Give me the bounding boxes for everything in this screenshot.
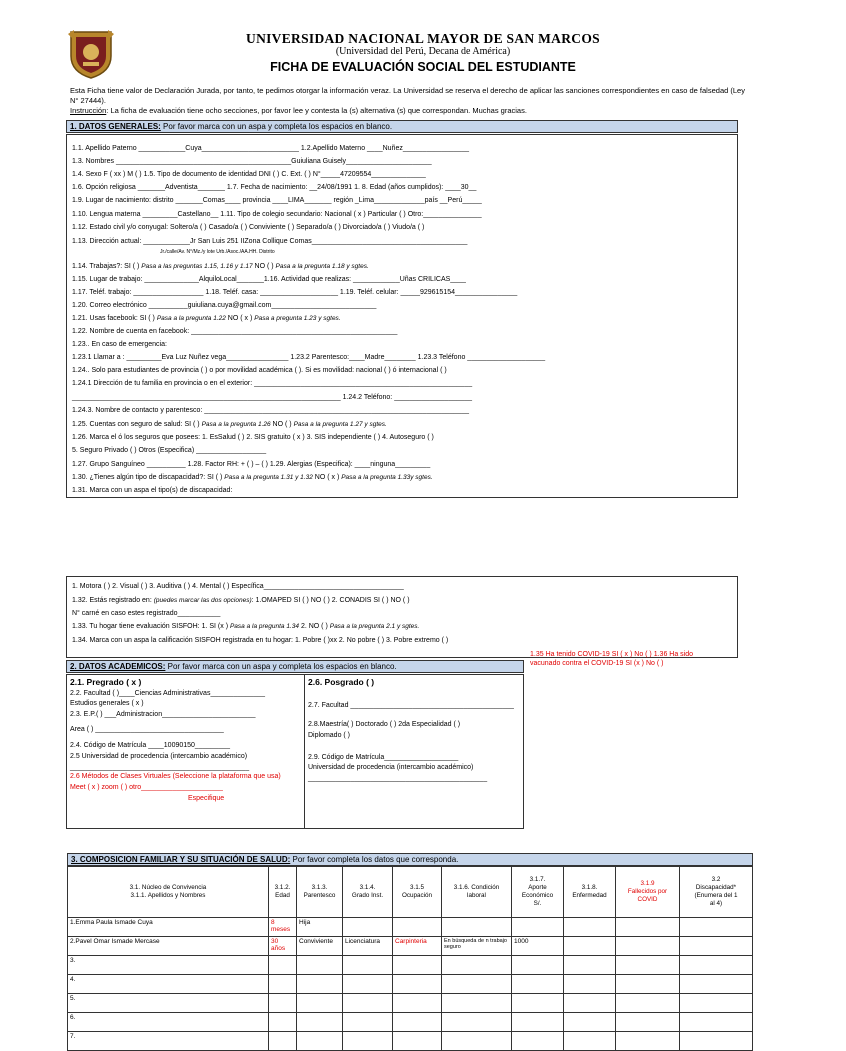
field-line[interactable]: 2.4. Código de Matrícula ____10090150_________ bbox=[70, 742, 230, 749]
field-line: 2.5 Universidad de procedencia (intercambio académico) bbox=[70, 753, 248, 760]
field-line[interactable]: ______________________________________________ bbox=[308, 775, 488, 782]
table-cell[interactable] bbox=[442, 1013, 512, 1032]
section-3-title: 3. COMPOSICION FAMILIAR Y SU SITUACIÓN DE SALUD: bbox=[71, 855, 291, 864]
column-header: 3.1.8. Enfermedad bbox=[564, 867, 616, 918]
table-cell[interactable] bbox=[442, 956, 512, 975]
table-row bbox=[68, 937, 753, 956]
skip-instruction: Pasa a la pregunta 1.31 y 1.32 bbox=[224, 474, 313, 481]
field-line[interactable]: 1.22. Nombre de cuenta en facebook: _____________________________________________________ bbox=[72, 328, 398, 335]
column-header: 3.2 Discapacidad* (Enumera del 1 al 4) bbox=[680, 867, 753, 918]
question-1-33[interactable] bbox=[72, 623, 419, 630]
table-cell[interactable] bbox=[616, 956, 680, 975]
table-cell[interactable] bbox=[297, 1032, 343, 1051]
table-cell[interactable] bbox=[442, 918, 512, 937]
field-line[interactable]: ______________________________________________ bbox=[70, 764, 250, 771]
field-line[interactable]: 1.6. Opción religiosa _______Adventista_______ 1.7. Fecha de nacimiento: __24/08/1991 1. 8. Edad (años cumplidos): ____30__ bbox=[72, 184, 477, 191]
virtual-class-question: 2.6 Métodos de Clases Virtuales (Seleccione la plataforma que usa) bbox=[70, 773, 281, 780]
section-1-hint: Por favor marca con un aspa y completa los espacios en blanco. bbox=[160, 122, 393, 131]
question-text: 1.33. Tu hogar tiene evaluación SISFOH: 1. SI (x ) bbox=[72, 623, 230, 630]
table-cell[interactable] bbox=[343, 994, 393, 1013]
table-cell[interactable]: 5. bbox=[68, 994, 269, 1013]
table-cell[interactable] bbox=[393, 1032, 442, 1051]
question-text: NO ( x ) bbox=[312, 474, 342, 481]
field-line[interactable]: 1.12. Estado civil y/o conyugal: Soltero/a ( ) Casado/a ( ) Conviviente ( ) Separado/a ( ) Divorciado/a ( ) Viudo/a ( ) bbox=[72, 224, 425, 231]
table-cell[interactable] bbox=[343, 918, 393, 937]
table-cell[interactable] bbox=[269, 994, 297, 1013]
posgrado-option[interactable]: 2.6. Posgrado ( ) bbox=[308, 677, 375, 687]
question-text: 1.25. Cuentas con seguro de salud: SI ( ) bbox=[72, 421, 202, 428]
field-line[interactable]: 1.23.1 Llamar a : _________Eva Luz Nuñez vega________________ 1.23.2 Parentesco:____Madre________ 1.23.3 Teléfono ____________________ bbox=[72, 354, 546, 361]
column-header: 3.1.7. Aporte Económico S/. bbox=[512, 867, 564, 918]
table-cell[interactable]: 7. bbox=[68, 1032, 269, 1051]
table-cell[interactable] bbox=[564, 1032, 616, 1051]
question-text: 1.14. Trabajas?: SI ( ) bbox=[72, 263, 142, 270]
table-cell[interactable] bbox=[616, 1032, 680, 1051]
table-cell[interactable]: 30 años bbox=[269, 937, 297, 956]
field-line[interactable]: 1.4. Sexo F ( xx ) M ( ) 1.5. Tipo de documento de identidad DNI ( ) C. Ext. ( ) N°_____47209554______________ bbox=[72, 171, 426, 178]
table-cell[interactable] bbox=[343, 956, 393, 975]
table-cell[interactable] bbox=[393, 1013, 442, 1032]
table-cell[interactable] bbox=[680, 937, 753, 956]
table-cell[interactable]: 4. bbox=[68, 975, 269, 994]
field-line[interactable]: N° carné en caso estes registrado___________ bbox=[72, 610, 221, 617]
section-3-hint: Por favor completa los datos que corresponda. bbox=[290, 855, 459, 864]
table-cell[interactable]: En búsqueda de n trabajo seguro bbox=[442, 937, 512, 956]
table-cell[interactable]: 3. bbox=[68, 956, 269, 975]
table-cell[interactable] bbox=[297, 956, 343, 975]
university-subtitle: (Universidad del Perú, Decana de América) bbox=[335, 46, 511, 57]
question-1-32[interactable] bbox=[72, 597, 410, 604]
table-cell[interactable] bbox=[680, 956, 753, 975]
field-line[interactable]: Area ( ) _________________________________ bbox=[70, 726, 224, 733]
table-row bbox=[68, 918, 753, 937]
table-cell[interactable] bbox=[616, 1013, 680, 1032]
table-cell[interactable] bbox=[393, 994, 442, 1013]
table-cell[interactable] bbox=[297, 994, 343, 1013]
section-2-title: 2. DATOS ACADEMICOS: bbox=[70, 662, 166, 671]
field-line[interactable]: 2.7. Facultad __________________________________________ bbox=[308, 702, 514, 709]
table-cell[interactable] bbox=[512, 1013, 564, 1032]
table-cell[interactable] bbox=[512, 994, 564, 1013]
question-text: NO ( ) bbox=[252, 263, 276, 270]
section-2-hint: Por favor marca con un aspa y completa los espacios en blanco. bbox=[165, 662, 397, 671]
field-line[interactable]: 2.3. E.P.( ) ___Administracion________________________ bbox=[70, 711, 256, 718]
field-line[interactable]: 2.9. Código de Matrícula___________________ bbox=[308, 754, 459, 761]
field-line[interactable]: 1.1. Apellido Paterno ____________Cuya_________________________ 1.2.Apellido Materno ____Nuñez_________________ bbox=[72, 145, 470, 152]
table-cell[interactable]: 2.Pavel Omar Ismade Mercase bbox=[68, 937, 269, 956]
table-cell[interactable] bbox=[680, 975, 753, 994]
column-header: 3.1.2. Edad bbox=[269, 867, 297, 918]
field-line[interactable]: 1.24.. Solo para estudiantes de provincia ( ) o por movilidad académica ( ). Si es movilidad: nacional ( ) ó internacional ( ) bbox=[72, 367, 447, 374]
table-cell[interactable] bbox=[564, 956, 616, 975]
table-cell[interactable]: Hija bbox=[297, 918, 343, 937]
instruction-label: Instrucción bbox=[70, 106, 107, 115]
skip-instruction: Pasa a pregunta 1.23 y sgtes. bbox=[254, 315, 341, 322]
table-cell[interactable] bbox=[512, 956, 564, 975]
column-header: 3.1. Núcleo de Convivencia 3.1.1. Apellidos y Nombres bbox=[68, 867, 269, 918]
table-cell[interactable] bbox=[393, 956, 442, 975]
table-cell[interactable] bbox=[393, 918, 442, 937]
section-3-header bbox=[67, 853, 753, 866]
table-cell[interactable] bbox=[512, 918, 564, 937]
table-cell[interactable] bbox=[616, 994, 680, 1013]
table-cell[interactable] bbox=[343, 1013, 393, 1032]
section-2-box bbox=[66, 674, 524, 829]
field-line[interactable]: 1. Motora ( ) 2. Visual ( ) 3. Auditiva ( ) 4. Mental ( ) Específica____________________________________ bbox=[72, 583, 404, 590]
table-cell[interactable]: Conviviente bbox=[297, 937, 343, 956]
field-line[interactable]: 1.10. Lengua materna _________Castellano__ 1.11. Tipo de colegio secundario: Nacional ( x ) Particular ( ) Otro:_______________ bbox=[72, 211, 482, 218]
specify-label: Especifique bbox=[188, 795, 225, 802]
intro-paragraph: Esta Ficha tiene valor de Declaración Jurada, por tanto, te pedimos otorgar la información veraz. La Universidad se reserva el derecho de aplicar las sanciones correspondientes en caso de falsedad (Ley N° 27444). bbox=[70, 86, 745, 105]
question-1-30[interactable] bbox=[72, 474, 433, 481]
field-line[interactable]: Estudios generales ( x ) bbox=[70, 700, 144, 707]
table-cell[interactable]: Licenciatura bbox=[343, 937, 393, 956]
table-cell[interactable] bbox=[680, 918, 753, 937]
field-line[interactable]: _____________________________________________________________________ 1.24.2 Teléfono: ____________________ bbox=[72, 394, 473, 401]
table-row bbox=[68, 994, 753, 1013]
table-cell[interactable] bbox=[269, 975, 297, 994]
table-cell[interactable] bbox=[269, 956, 297, 975]
family-table-header bbox=[68, 867, 753, 918]
field-line[interactable]: 1.34. Marca con un aspa la calificación SISFOH registrada en tu hogar: 1. Pobre ( )xx 2. No pobre ( ) 3. Pobre extremo ( ) bbox=[72, 637, 449, 644]
table-cell[interactable] bbox=[442, 975, 512, 994]
table-cell[interactable]: 8 meses bbox=[269, 918, 297, 937]
skip-instruction: Pasa a la pregunta 1.26 bbox=[201, 421, 271, 428]
table-cell[interactable] bbox=[680, 1013, 753, 1032]
table-cell[interactable]: 6. bbox=[68, 1013, 269, 1032]
field-line[interactable]: 1.9. Lugar de nacimiento: distrito _______Comas____ provincia ____LIMA_______ región _Lima_____________país __Perú_____ bbox=[72, 197, 482, 204]
section-1-title: 1. DATOS GENERALES: bbox=[70, 122, 161, 131]
field-line[interactable]: 1.20. Correo electrónico __________guiuliana.cuya@gmail.com___________________________ bbox=[72, 302, 377, 309]
skip-instruction: Pasa a la pregunta 1.33y sgtes. bbox=[341, 474, 433, 481]
column-header: 3.1.5 Ocupación bbox=[393, 867, 442, 918]
field-line[interactable]: 1.27. Grupo Sanguíneo __________ 1.28. Factor RH: + ( ) – ( ) 1.29. Alergias (Especifica): ____ninguna_________ bbox=[72, 461, 431, 468]
table-cell[interactable]: 1000 bbox=[512, 937, 564, 956]
column-header: 3.1.6. Condición laboral bbox=[442, 867, 512, 918]
address-hints: Jr./calle/Av. N°/Mz./y lote Urb./Asoc./AA.HH. Distrito bbox=[160, 249, 275, 255]
question-text: 1.32. Estás registrado en: bbox=[72, 597, 154, 604]
skip-instruction: Pasa a las preguntas 1.15, 1.16 y 1.17 bbox=[141, 263, 253, 270]
question-text: 1.21. Usas facebook: SI ( ) bbox=[72, 315, 157, 322]
table-row bbox=[68, 975, 753, 994]
table-cell[interactable]: Carpinteria bbox=[393, 937, 442, 956]
table-row bbox=[68, 1032, 753, 1051]
field-line[interactable]: 2.2. Facultad ( )____Ciencias Administrativas______________ bbox=[70, 690, 265, 697]
table-cell[interactable] bbox=[616, 975, 680, 994]
question-text: NO ( x ) bbox=[225, 315, 255, 322]
skip-instruction: Pasa a la pregunta 2.1 y sgtes. bbox=[329, 623, 420, 630]
question-1-14[interactable] bbox=[72, 263, 369, 270]
table-cell[interactable] bbox=[297, 975, 343, 994]
table-row bbox=[68, 1013, 753, 1032]
field-line[interactable]: 1.15. Lugar de trabajo: ______________AlquiloLocal_______1.16. Actividad que realizas: ____________Uñas CRILICAS____ bbox=[72, 276, 466, 283]
question-1-25[interactable] bbox=[72, 421, 387, 428]
skip-instruction: Pasa a la pregunta 1.18 y sgtes. bbox=[275, 263, 369, 270]
intro-text bbox=[70, 86, 754, 116]
skip-instruction: Pasa a la pregunta 1.27 y sgtes. bbox=[293, 421, 387, 428]
covid-question-1[interactable]: 1.35 Ha tenido COVID-19 SI ( x ) No ( ) 1.36 Ha sido bbox=[530, 651, 694, 658]
table-cell[interactable] bbox=[512, 975, 564, 994]
table-cell[interactable] bbox=[564, 918, 616, 937]
table-cell[interactable] bbox=[616, 937, 680, 956]
column-header: 3.1.3. Parentesco bbox=[297, 867, 343, 918]
table-row bbox=[68, 956, 753, 975]
field-line[interactable]: 2.8.Maestría( ) Doctorado ( ) 2da Especialidad ( ) bbox=[308, 721, 461, 728]
field-line[interactable]: Diplomado ( ) bbox=[308, 732, 351, 739]
table-cell[interactable] bbox=[442, 994, 512, 1013]
table-cell[interactable] bbox=[512, 1032, 564, 1051]
field-line: 1.31. Marca con un aspa el tipo(s) de discapacidad: bbox=[72, 487, 233, 494]
skip-instruction: Pasa a la pregunta 1.34 bbox=[229, 623, 299, 630]
field-line[interactable]: 1.24.3. Nombre de contacto y parentesco: ____________________________________________________________________ bbox=[72, 407, 470, 414]
question-1-21[interactable] bbox=[72, 315, 341, 322]
table-cell[interactable] bbox=[680, 994, 753, 1013]
table-cell[interactable]: 1.Emma Paula Ismade Cuya bbox=[68, 918, 269, 937]
table-cell[interactable] bbox=[564, 937, 616, 956]
table-cell[interactable] bbox=[564, 994, 616, 1013]
field-line[interactable]: 5. Seguro Privado ( ) Otros (Especifica) __________________ bbox=[72, 447, 267, 454]
question-text: 1.30. ¿Tienes algún tipo de discapacidad?: SI ( ) bbox=[72, 474, 225, 481]
question-text: NO ( ) bbox=[270, 421, 294, 428]
column-header: 3.1.4. Grado Inst. bbox=[343, 867, 393, 918]
question-text: 2. NO ( ) bbox=[299, 623, 330, 630]
virtual-class-options[interactable]: Meet ( x ) zoom ( ) otro_____________________ bbox=[70, 784, 223, 791]
form-title: FICHA DE EVALUACIÓN SOCIAL DEL ESTUDIANTE bbox=[270, 60, 576, 74]
field-line: 1.23.. En caso de emergencia: bbox=[72, 341, 167, 348]
table-cell[interactable] bbox=[616, 918, 680, 937]
university-name: UNIVERSIDAD NACIONAL MAYOR DE SAN MARCOS bbox=[246, 31, 600, 46]
table-cell[interactable] bbox=[297, 1013, 343, 1032]
table-cell[interactable] bbox=[564, 1013, 616, 1032]
table-cell[interactable] bbox=[393, 975, 442, 994]
field-line: Universidad de procedencia (intercambio académico) bbox=[308, 764, 474, 771]
covid-question-2[interactable]: vacunado contra el COVID-19 SI (x ) No ( ) bbox=[530, 660, 664, 667]
field-line[interactable]: 1.26. Marca el ó los seguros que posees: 1. EsSalud ( ) 2. SIS gratuito ( x ) 3. SIS independiente ( ) 4. Autoseguro ( ) bbox=[72, 434, 434, 441]
table-cell[interactable] bbox=[269, 1013, 297, 1032]
field-line[interactable]: 1.3. Nombres _____________________________________________Guiuliana Guisely______________________ bbox=[72, 158, 432, 165]
skip-instruction: (puedes marcar las dos opciones) bbox=[153, 597, 252, 604]
section-1-header bbox=[66, 120, 738, 133]
skip-instruction: Pasa a la pregunta 1.22 bbox=[156, 315, 226, 322]
section-2-header bbox=[66, 660, 524, 673]
question-text: : 1.OMAPED SI ( ) NO ( ) 2. CONADIS SI ( ) NO ( ) bbox=[251, 597, 410, 604]
section-2-divider bbox=[304, 674, 305, 829]
table-cell[interactable] bbox=[680, 1032, 753, 1051]
table-cell[interactable] bbox=[343, 1032, 393, 1051]
table-cell[interactable] bbox=[442, 1032, 512, 1051]
table-cell[interactable] bbox=[564, 975, 616, 994]
family-table bbox=[67, 866, 753, 1051]
instruction-text: : La ficha de evaluación tiene ocho secciones, por favor lee y contesta la (s) alternativa (s) que correspondan. Muchas gracias. bbox=[106, 106, 527, 115]
table-cell[interactable] bbox=[269, 1032, 297, 1051]
field-line[interactable]: 1.17. Teléf. trabajo: __________________ 1.18. Teléf. casa: ____________________ 1.19. Teléf. celular: _____929615154________________ bbox=[72, 289, 518, 296]
field-line[interactable]: 1.24.1 Dirección de tu familia en provincia o en el exterior: ________________________________________________________ bbox=[72, 380, 473, 387]
field-line[interactable]: 1.13. Dirección actual: ____________Jr San Luis 251 IIZona Collique Comas________________________________________ bbox=[72, 238, 468, 245]
table-cell[interactable] bbox=[343, 975, 393, 994]
column-header: 3.1.9 Fallecidos por COVID bbox=[616, 867, 680, 918]
pregrado-option[interactable]: 2.1. Pregrado ( x ) bbox=[70, 677, 142, 687]
